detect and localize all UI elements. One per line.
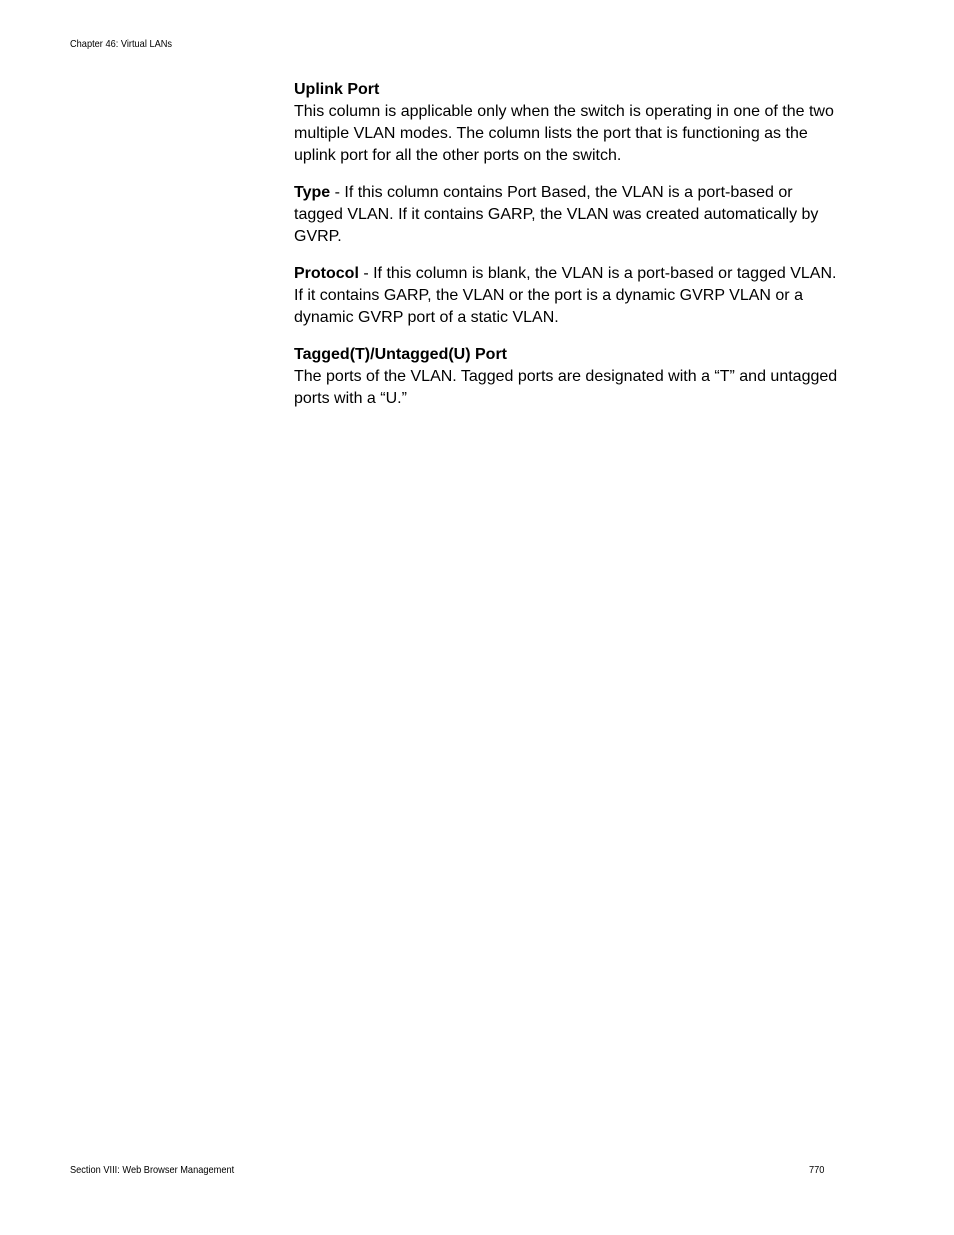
entry-description: The ports of the VLAN. Tagged ports are designated with a “T” and untagged ports with a “U.” xyxy=(294,368,838,407)
running-header: Chapter 46: Virtual LANs xyxy=(70,38,173,50)
entry-description: This column is applicable only when the switch is operating in one of the two multiple VLAN modes. The column lists the port that is functioning as the uplink port for all the other ports on the switch. xyxy=(294,103,834,164)
entry-term: Type xyxy=(294,184,331,201)
entry-description: - If this column contains Port Based, the VLAN is a port-based or tagged VLAN. If it contains GARP, the VLAN was created automatically by GVRP. xyxy=(294,184,819,245)
entry-protocol xyxy=(294,263,839,329)
entry-title: Tagged(T)/Untagged(U) Port xyxy=(294,346,508,363)
entry-tagged-untagged-port xyxy=(294,344,839,410)
running-footer: Section VIII: Web Browser Management xyxy=(70,1164,235,1176)
entry-title: Uplink Port xyxy=(294,81,380,98)
entry-term: Protocol xyxy=(294,265,359,282)
document-body xyxy=(294,79,839,425)
entry-uplink-port xyxy=(294,79,839,167)
page-number: 770 xyxy=(809,1164,825,1176)
entry-type xyxy=(294,182,839,248)
entry-description: - If this column is blank, the VLAN is a port-based or tagged VLAN. If it contains GARP, the VLAN or the port is a dynamic GVRP VLAN or a dynamic GVRP port of a static VLAN. xyxy=(294,265,837,326)
